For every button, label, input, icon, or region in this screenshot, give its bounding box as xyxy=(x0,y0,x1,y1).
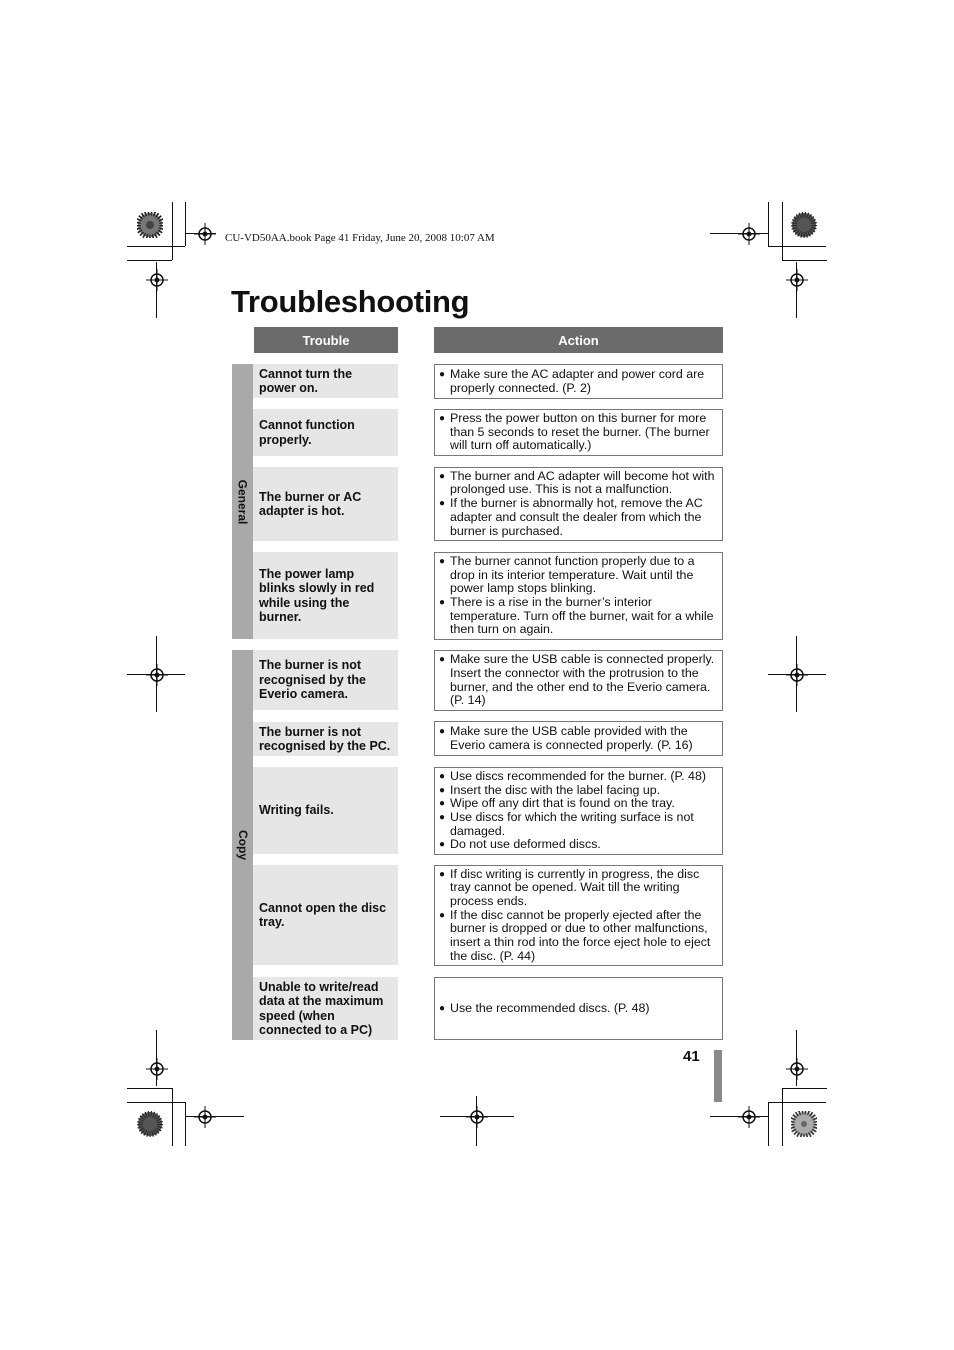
trouble-cell: The burner is not recognised by the PC. xyxy=(253,722,398,756)
book-file-info: CU-VD50AA.book Page 41 Friday, June 20, 2008 10:07 AM xyxy=(225,232,495,244)
arrow-right-icon xyxy=(404,484,428,524)
action-column-header: Action xyxy=(434,327,723,353)
action-cell: ● The burner cannot function properly due to a drop in its interior temperature. Wait until the power lamp stops blinking. ● There is a rise in the burner’s interior temperature. Turn off the burner, wait for a while then turn on again. xyxy=(434,552,723,640)
page-number: 41 xyxy=(683,1048,700,1065)
crop-line xyxy=(186,1116,244,1117)
crop-line xyxy=(440,1116,514,1117)
crop-line xyxy=(156,262,157,318)
registration-mark-icon xyxy=(194,1106,216,1128)
calibration-target-icon xyxy=(791,212,817,238)
registration-mark-icon xyxy=(146,664,168,686)
arrow-right-icon xyxy=(404,895,428,935)
trouble-column-header: Trouble xyxy=(254,327,398,353)
action-cell: ● Use discs recommended for the burner. (P. 48) ● Insert the disc with the label facing up. ● Wipe off any dirt that is found on the tray. ● Use discs for which the writing surface is not damaged. ● Do not use deformed discs. xyxy=(434,767,723,855)
registration-mark-icon xyxy=(146,269,168,291)
crop-line xyxy=(156,1030,157,1086)
crop-line xyxy=(476,1096,477,1146)
action-cell: ● If disc writing is currently in progress, the disc tray cannot be opened. Wait till the writing process ends. ● If the disc cannot be properly ejected after the burner is dropped or due to other malfunctions, insert a thin rod into the force eject hole to eject the disc. (P. 44) xyxy=(434,865,723,966)
group-label-general: General xyxy=(235,479,250,525)
registration-mark-icon xyxy=(786,664,808,686)
trouble-cell: Writing fails. xyxy=(253,767,398,854)
crop-line xyxy=(796,1030,797,1086)
group-label-copy: Copy xyxy=(235,830,250,860)
trouble-cell: Cannot open the disc tray. xyxy=(253,865,398,965)
calibration-target-icon xyxy=(791,1111,817,1137)
arrow-right-icon xyxy=(404,364,428,400)
crop-line xyxy=(710,1116,768,1117)
calibration-target-icon xyxy=(137,212,163,238)
registration-mark-icon xyxy=(786,1058,808,1080)
crop-line xyxy=(796,636,797,712)
action-cell: ● The burner and AC adapter will become hot with prolonged use. This is not a malfunction. ● If the burner is abnormally hot, remove the AC adapter and consult the dealer from which the burner is purchased. xyxy=(434,467,723,541)
page-edge-tab xyxy=(714,1050,722,1102)
crop-line xyxy=(710,233,768,234)
trouble-cell: Cannot function properly. xyxy=(253,409,398,456)
registration-mark-icon xyxy=(194,223,216,245)
trouble-cell: Unable to write/read data at the maximum speed (when connected to a PC) xyxy=(253,977,398,1040)
registration-mark-icon xyxy=(738,223,760,245)
registration-mark-icon xyxy=(738,1106,760,1128)
crop-line xyxy=(768,674,826,675)
crop-line xyxy=(796,262,797,318)
trouble-cell: The burner or AC adapter is hot. xyxy=(253,467,398,541)
arrow-right-icon xyxy=(404,988,428,1028)
registration-mark-icon xyxy=(786,269,808,291)
registration-mark-icon xyxy=(146,1058,168,1080)
trouble-cell: The burner is not recognised by the Everio camera. xyxy=(253,650,398,710)
action-cell: ● Make sure the AC adapter and power cord are properly connected. (P. 2) xyxy=(434,364,723,399)
arrow-right-icon xyxy=(404,576,428,616)
arrow-right-icon xyxy=(404,721,428,757)
trouble-cell: The power lamp blinks slowly in red while using the burner. xyxy=(253,552,398,639)
action-cell: ● Use the recommended discs. (P. 48) xyxy=(434,977,723,1040)
calibration-target-icon xyxy=(137,1111,163,1137)
crop-line xyxy=(186,233,216,234)
action-cell: ● Make sure the USB cable provided with the Everio camera is connected properly. (P. 16) xyxy=(434,721,723,756)
arrow-right-icon xyxy=(404,790,428,830)
action-cell: ● Press the power button on this burner for more than 5 seconds to reset the burner. (The burner will turn off automatically.) xyxy=(434,409,723,456)
action-cell: ● Make sure the USB cable is connected properly. Insert the connector with the protrusion to the burner, and the other end to the Everio camera. (P. 14) xyxy=(434,650,723,711)
page-title: Troubleshooting xyxy=(231,284,470,319)
trouble-cell: Cannot turn the power on. xyxy=(253,364,398,398)
registration-mark-icon xyxy=(466,1106,488,1128)
arrow-right-icon xyxy=(404,414,428,452)
arrow-right-icon xyxy=(404,660,428,700)
crop-line xyxy=(156,636,157,712)
